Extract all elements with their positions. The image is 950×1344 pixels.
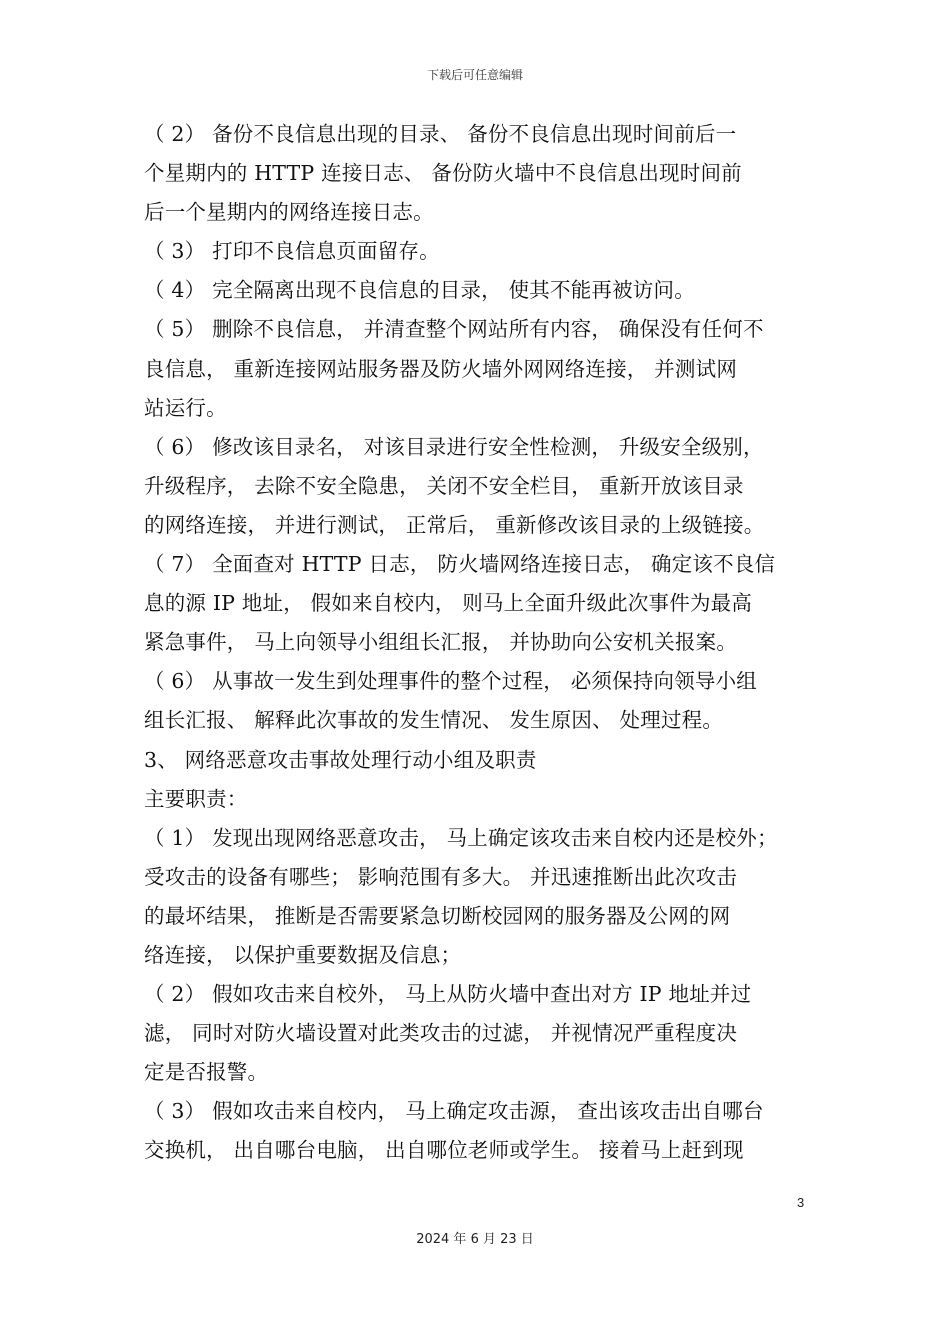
- text-line: 紧急事件， 马上向领导小组组长汇报， 并协助向公安机关报案。: [144, 630, 738, 655]
- text-line: 组长汇报、 解释此次事故的发生情况、 发生原因、 处理过程。: [144, 708, 724, 733]
- text-line: 3、 网络恶意攻击事故处理行动小组及职责: [144, 747, 537, 772]
- text-line: 升级程序， 去除不安全隐患， 关闭不安全栏目， 重新开放该目录: [144, 473, 744, 498]
- text-line: 息的源 IP 地址， 假如来自校内， 则马上全面升级此次事件为最高: [144, 591, 753, 616]
- text-line: （ 2） 假如攻击来自校外， 马上从防火墙中查出对方 IP 地址并过: [144, 982, 752, 1007]
- text-line: 络连接， 以保护重要数据及信息；: [144, 942, 462, 967]
- text-line: 的网络连接， 并进行测试， 正常后， 重新修改该目录的上级链接。: [144, 512, 765, 537]
- footer-date: 2024 年 6 月 23 日: [416, 1232, 534, 1247]
- page-header: 下载后可任意编辑: [426, 68, 523, 82]
- text-line: 站运行。: [144, 395, 227, 420]
- text-line: （ 5） 删除不良信息， 并清查整个网站所有内容， 确保没有任何不: [144, 317, 764, 342]
- document-body: [144, 115, 824, 1171]
- text-line: （ 4） 完全隔离出现不良信息的目录， 使其不能再被访问。: [144, 278, 695, 303]
- text-line: （ 3） 假如攻击来自校内， 马上确定攻击源， 查出该攻击出自哪台: [144, 1099, 764, 1124]
- text-line: （ 3） 打印不良信息页面留存。: [144, 239, 440, 264]
- text-line: 个星期内的 HTTP 连接日志、 备份防火墙中不良信息出现时间前: [144, 161, 742, 186]
- text-line: （ 2） 备份不良信息出现的目录、 备份不良信息出现时间前后一: [144, 122, 737, 146]
- text-line: 滤， 同时对防火墙设置对此类攻击的过滤， 并视情况严重程度决: [144, 1021, 738, 1046]
- text-line: （ 1） 发现出现网络恶意攻击， 马上确定该攻击来自校内还是校外；: [144, 825, 778, 850]
- text-line: 主要职责：: [144, 786, 248, 811]
- text-line: （ 6） 修改该目录名， 对该目录进行安全性检测， 升级安全级别，: [144, 434, 764, 459]
- text-line: （ 7） 全面查对 HTTP 日志， 防火墙网络连接日志， 确定该不良信: [144, 552, 776, 577]
- text-line: 定是否报警。: [144, 1060, 269, 1085]
- text-line: （ 6） 从事故一发生到处理事件的整个过程， 必须保持向领导小组: [144, 669, 757, 694]
- page-number: 3: [797, 1195, 805, 1210]
- text-line: 的最坏结果， 推断是否需要紧急切断校园网的服务器及公网的网: [144, 903, 731, 928]
- text-line: 后一个星期内的网络连接日志。: [144, 200, 434, 225]
- text-line: 受攻击的设备有哪些； 影响范围有多大。 并迅速推断出此次攻击: [144, 864, 738, 889]
- text-line: 良信息， 重新连接网站服务器及防火墙外网网络连接， 并测试网: [144, 356, 738, 381]
- text-line: 交换机， 出自哪台电脑， 出自哪位老师或学生。 接着马上赶到现: [144, 1138, 744, 1163]
